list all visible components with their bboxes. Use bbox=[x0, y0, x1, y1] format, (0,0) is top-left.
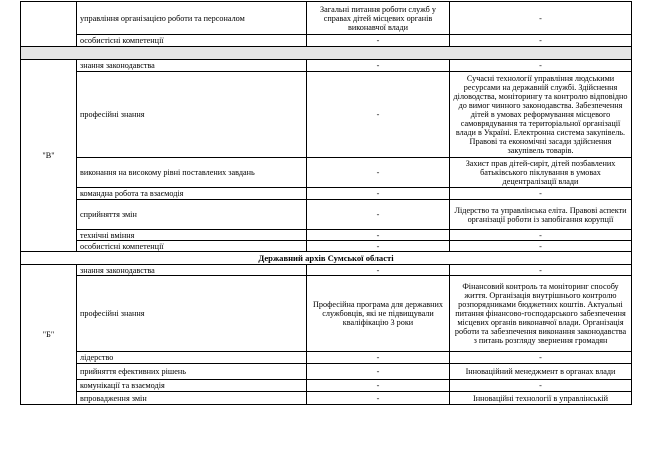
topic-cell: Інноваційні технології в управлінській bbox=[450, 392, 632, 405]
competence-cell: прийняття ефективних рішень bbox=[77, 364, 307, 380]
competence-cell: знання законодавства bbox=[77, 265, 307, 276]
competence-cell: особистісні компетенції bbox=[77, 35, 307, 47]
competence-cell: виконання на високому рівні поставлених завдань bbox=[77, 158, 307, 188]
program-cell: - bbox=[307, 158, 450, 188]
program-cell: - bbox=[307, 392, 450, 405]
table-row bbox=[21, 35, 632, 47]
topic-cell: - bbox=[450, 60, 632, 72]
competence-cell: сприйняття змін bbox=[77, 200, 307, 230]
competence-cell: знання законодавства bbox=[77, 60, 307, 72]
table-row bbox=[21, 158, 632, 188]
program-cell: Загальні питання роботи служб у справах дітей місцевих органів виконавчої влади bbox=[307, 2, 450, 35]
table-row bbox=[21, 200, 632, 230]
topic-cell: Лідерство та управлінська еліта. Правові аспекти організації роботи із запобігання корупції bbox=[450, 200, 632, 230]
program-cell: - bbox=[307, 352, 450, 364]
program-cell: - bbox=[307, 35, 450, 47]
program-cell: Професійна програма для державних службовців, які не підвищували кваліфікацію 3 роки bbox=[307, 276, 450, 352]
program-cell: - bbox=[307, 60, 450, 72]
topic-cell: - bbox=[450, 2, 632, 35]
separator-cell bbox=[21, 47, 632, 60]
topic-cell: - bbox=[450, 35, 632, 47]
table-row bbox=[21, 230, 632, 241]
topic-cell: Фінансовий контроль та моніторинг способу життя. Організація внутрішнього контролю розпорядниками бюджетних коштів. Актуальні питання фінансово-господарського забезпечення місцевих органів виконавчої влади. Організація роботи та забезпечення виконання законодавства з питань розгляду звернення громадян bbox=[450, 276, 632, 352]
table-row bbox=[21, 188, 632, 200]
training-plan-table bbox=[20, 1, 632, 405]
competence-cell: управління організацією роботи та персоналом bbox=[77, 2, 307, 35]
category-cell: "Б" bbox=[21, 265, 77, 405]
program-cell: - bbox=[307, 265, 450, 276]
program-cell: - bbox=[307, 200, 450, 230]
topic-cell: Інноваційний менеджмент в органах влади bbox=[450, 364, 632, 380]
section-title: Державний архів Сумської області bbox=[21, 252, 632, 265]
competence-cell: лідерство bbox=[77, 352, 307, 364]
separator-row bbox=[21, 47, 632, 60]
competence-cell: комунікації та взаємодія bbox=[77, 380, 307, 392]
table-row bbox=[21, 2, 632, 35]
program-cell: - bbox=[307, 241, 450, 252]
table-row bbox=[21, 265, 632, 276]
table-row bbox=[21, 380, 632, 392]
section-row bbox=[21, 252, 632, 265]
competence-cell: професійні знання bbox=[77, 276, 307, 352]
program-cell: - bbox=[307, 364, 450, 380]
topic-cell: Захист прав дітей-сиріт, дітей позбавлених батьківського піклування в умовах децентралізації влади bbox=[450, 158, 632, 188]
table-row bbox=[21, 276, 632, 352]
topic-cell: - bbox=[450, 380, 632, 392]
topic-cell: Сучасні технології управління людськими ресурсами на державній службі. Здійснення діловодства, моніторингу та контролю відповідно до вимог чинного законодавства. Забезпечення дітей в умовах реформування місцевого самоврядування та територіальної організації влади в Україні. Електронна система закупівель. Правові та економічні засади здійснення закупівель товарів. bbox=[450, 72, 632, 158]
table-row bbox=[21, 60, 632, 72]
competence-cell: командна робота та взаємодія bbox=[77, 188, 307, 200]
competence-cell: професійні знання bbox=[77, 72, 307, 158]
competence-cell: технічні вміння bbox=[77, 230, 307, 241]
competence-cell: особистісні компетенції bbox=[77, 241, 307, 252]
category-cell bbox=[21, 2, 77, 47]
table-row bbox=[21, 72, 632, 158]
competence-cell: впровадження змін bbox=[77, 392, 307, 405]
table-row bbox=[21, 364, 632, 380]
topic-cell: - bbox=[450, 241, 632, 252]
topic-cell: - bbox=[450, 230, 632, 241]
program-cell: - bbox=[307, 188, 450, 200]
topic-cell: - bbox=[450, 352, 632, 364]
program-cell: - bbox=[307, 380, 450, 392]
category-cell: "В" bbox=[21, 60, 77, 252]
table-row bbox=[21, 352, 632, 364]
topic-cell: - bbox=[450, 188, 632, 200]
table-row bbox=[21, 241, 632, 252]
table-row bbox=[21, 392, 632, 405]
topic-cell: - bbox=[450, 265, 632, 276]
program-cell: - bbox=[307, 72, 450, 158]
program-cell: - bbox=[307, 230, 450, 241]
